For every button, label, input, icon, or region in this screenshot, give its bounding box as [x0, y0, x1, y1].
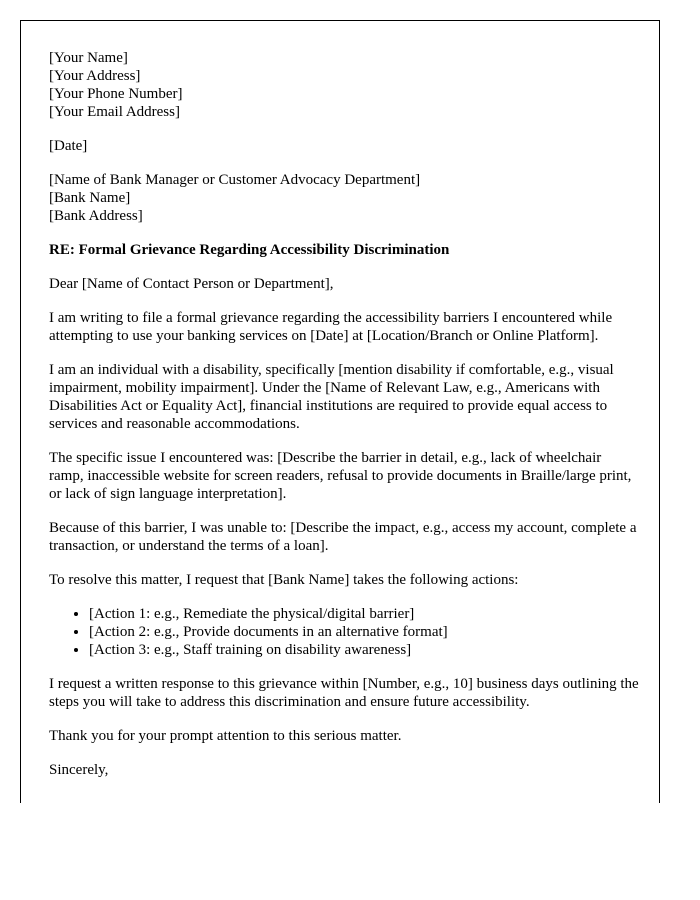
paragraph-request: To resolve this matter, I request that [Bank Name] takes the following actions:: [49, 572, 519, 588]
paragraph-disability: I am an individual with a disability, specifically [mention disability if comfortable, e.g., visual impairment, mobility impairment]. Under the [Name of Relevant Law, e.g., Americans with Disabilities Act or Equality Act], financial institutions are required to provide equal access to services and reasonable accommodations.: [49, 362, 614, 432]
recipient-block: [49, 171, 639, 225]
recipient-bank-address: [Bank Address]: [49, 208, 143, 224]
letter-body: [49, 49, 639, 795]
sender-name: [Your Name]: [49, 50, 128, 66]
sender-email: [Your Email Address]: [49, 104, 180, 120]
sender-address: [Your Address]: [49, 68, 141, 84]
paragraph-impact: Because of this barrier, I was unable to: [Describe the impact, e.g., access my account, complete a transaction, or understand the terms of a loan].: [49, 520, 637, 554]
letter-page: [20, 20, 660, 803]
action-item: • [Action 1: e.g., Remediate the physical/digital barrier]: [89, 605, 639, 623]
letter-date: [Date]: [49, 138, 88, 154]
recipient-bank-name: [Bank Name]: [49, 190, 131, 206]
sender-phone: [Your Phone Number]: [49, 86, 183, 102]
paragraph-response-request: I request a written response to this grievance within [Number, e.g., 10] business days outlining the steps you will take to address this discrimination and ensure future accessibility.: [49, 676, 639, 710]
recipient-name: [Name of Bank Manager or Customer Advocacy Department]: [49, 172, 421, 188]
paragraph-intro: I am writing to file a formal grievance regarding the accessibility barriers I encountered while attempting to use your banking services on [Date] at [Location/Branch or Online Platform].: [49, 310, 613, 344]
sender-block: [49, 49, 639, 121]
action-item: • [Action 3: e.g., Staff training on disability awareness]: [89, 641, 639, 659]
date-block: [49, 137, 639, 155]
salutation: Dear [Name of Contact Person or Department],: [49, 276, 334, 292]
paragraph-issue: The specific issue I encountered was: [Describe the barrier in detail, e.g., lack of wheelchair ramp, inaccessible website for screen readers, refusal to provide documents in Braille/large print, or lack of sign language interpretation].: [49, 450, 632, 502]
sign-off: Sincerely,: [49, 762, 109, 778]
paragraph-thanks: Thank you for your prompt attention to this serious matter.: [49, 728, 402, 744]
action-list: [49, 605, 639, 659]
subject-line: RE: Formal Grievance Regarding Accessibility Discrimination: [49, 242, 450, 258]
action-item: • [Action 2: e.g., Provide documents in an alternative format]: [89, 623, 639, 641]
